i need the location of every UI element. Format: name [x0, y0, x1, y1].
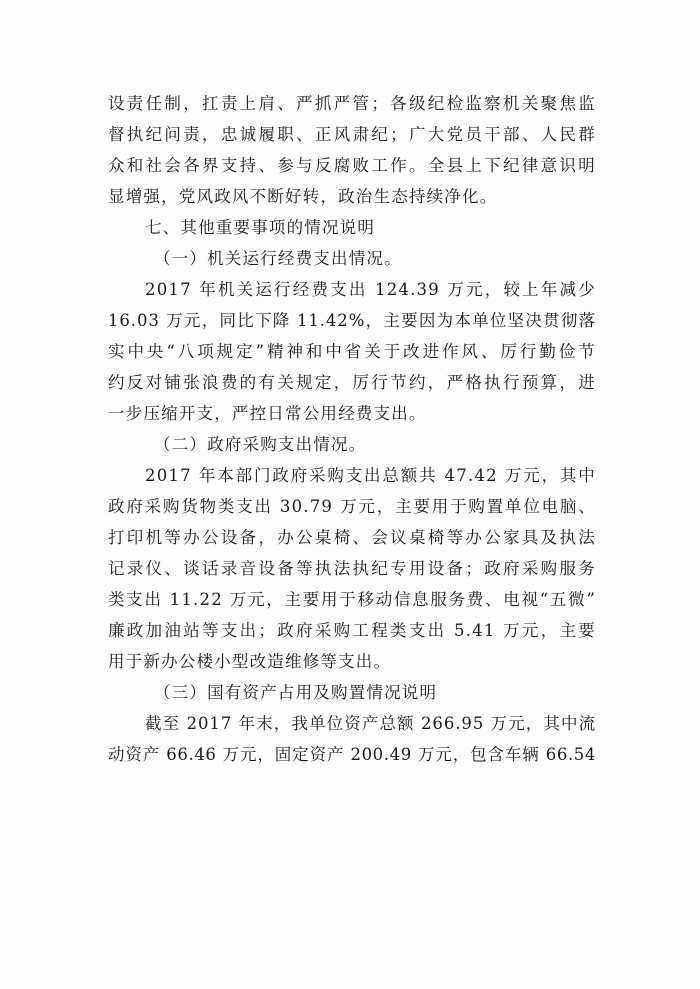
text-line: 督执纪问责，忠诚履职、正风肃纪；广大党员干部、人民群: [108, 125, 596, 144]
text-line: 打印机等办公设备，办公桌椅、会议桌椅等办公家具及执法: [108, 528, 596, 547]
paragraph-state-assets: [108, 708, 596, 770]
text-line: 截至 2017 年末，我单位资产总额 266.95 万元，其中流: [145, 714, 596, 733]
paragraph-discipline-summary: [108, 88, 596, 212]
text-line: 动资产 66.46 万元，固定资产 200.49 万元，包含车辆 66.54: [108, 745, 596, 764]
text-line: 2017 年本部门政府采购支出总额共 47.42 万元，其中: [145, 466, 596, 485]
subsection-heading-state-assets: （三）国有资产占用及购置情况说明: [154, 683, 438, 702]
text-line: 设责任制，扛责上肩、严抓严管；各级纪检监察机关聚焦监: [108, 94, 596, 113]
text-line: 显增强，党风政风不断好转，政治生态持续净化。: [108, 187, 498, 206]
text-line: 一步压缩开支，严控日常公用经费支出。: [108, 404, 427, 423]
text-line: 类支出 11.22 万元，主要用于移动信息服务费、电视“五微”: [108, 590, 596, 609]
paragraph-procurement: [108, 460, 596, 677]
subsection-heading-operating-expenses: （一）机关运行经费支出情况。: [154, 249, 402, 268]
text-line: 16.03 万元，同比下降 11.42%，主要因为本单位坚决贯彻落: [108, 311, 596, 330]
text-line: 廉政加油站等支出；政府采购工程类支出 5.41 万元，主要: [108, 621, 596, 640]
text-line: 实中央“八项规定”精神和中省关于改进作风、厉行勤俭节: [108, 342, 596, 361]
text-line: 约反对铺张浪费的有关规定，厉行节约，严格执行预算，进: [108, 373, 596, 392]
text-line: 政府采购货物类支出 30.79 万元，主要用于购置单位电脑、: [108, 497, 596, 516]
document-body: [108, 88, 596, 770]
paragraph-operating-expenses: [108, 274, 596, 429]
text-line: 2017 年机关运行经费支出 124.39 万元，较上年减少: [145, 280, 596, 299]
text-line: 记录仪、谈话录音设备等执法执纪专用设备；政府采购服务: [108, 559, 596, 578]
section-heading-7: 七、其他重要事项的情况说明: [145, 218, 376, 237]
subsection-heading-procurement: （二）政府采购支出情况。: [154, 435, 367, 454]
text-line: 用于新办公楼小型改造维修等支出。: [108, 652, 392, 671]
text-line: 众和社会各界支持、参与反腐败工作。全县上下纪律意识明: [108, 156, 596, 175]
